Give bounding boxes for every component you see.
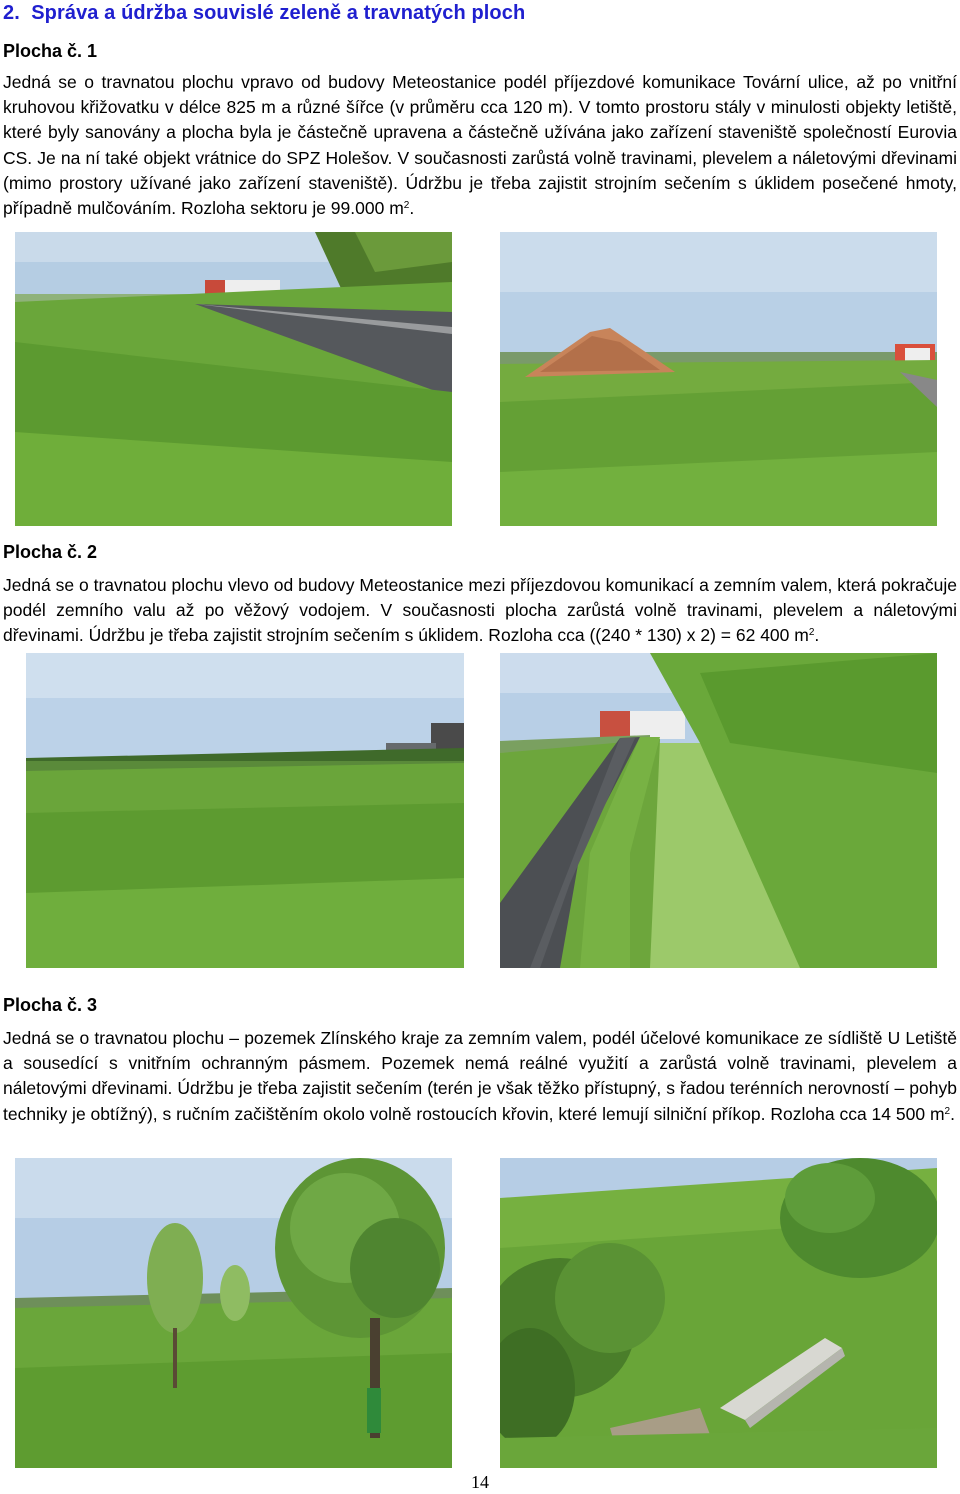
plot-3-photo-shrubs	[500, 1158, 937, 1468]
plot-3-photo-young-tree-image	[15, 1158, 452, 1468]
plot-1-photo-road-left-image	[15, 232, 452, 526]
section-title: Správa a údržba souvislé zeleně a travnatých ploch	[31, 2, 526, 24]
plot-1-description	[3, 70, 957, 221]
plot-1-text-end: .	[409, 198, 415, 219]
plot-2-unit-superscript: 2	[808, 627, 815, 639]
plot-2-photo-road-embankment-image	[500, 653, 937, 968]
plot-3-photo-young-tree	[15, 1158, 452, 1468]
plot-2-text-end: .	[814, 625, 820, 646]
plot-1-text: Jedná se o travnatou plochu vpravo od budovy Meteostanice podél příjezdové komunikace Tovární ulice, až po vnitřní kruhovou křižovatku v délce 825 m a různé šířce (v průměru cca 120 m). V tomto prostoru stály v minulosti objekty letiště, které byly sanovány a plocha byla je částečně upravena a částečně užívána jako zařízení staveniště společností Eurovia CS. Je na ní také objekt vrátnice do SPZ Holešov. V současnosti zarůstá volně travinami, plevelem a náletovými dřevinami (mimo prostory užívané jako zařízení staveniště). Údržbu je třeba zajistit strojním sečením s úklidem posečené hmoty, případně mulčováním. Rozloha sektoru je 99.000 m	[3, 72, 957, 219]
plot-3-photo-shrubs-image	[500, 1158, 937, 1468]
plot-3-text: Jedná se o travnatou plochu – pozemek Zlínského kraje za zemním valem, podél účelové komunikace ze sídliště U Letiště a sousedící s vnitřním ochranným pásmem. Pozemek nemá reálné využití a zarůstá volně travinami, plevelem a náletovými dřevinami. Údržbu je třeba zajistit sečením (terén je však těžko přístupný, s řadou terénních nerovností – pohyb techniky je obtížný), s ručním začištěním okolo volně rostoucích křovin, které lemují silniční příkop. Rozloha cca 14 500 m	[3, 1028, 957, 1124]
section-number: 2.	[3, 2, 20, 24]
plot-3-text-end: .	[950, 1103, 955, 1124]
page-number: 14	[471, 1472, 489, 1492]
plot-2-text: Jedná se o travnatou plochu vlevo od budovy Meteostanice mezi příjezdovou komunikací a zemním valem, která pokračuje podél zemního valu až po věžový vodojem. V současnosti plocha zarůstá volně travinami, plevelem a náletovými dřevinami. Údržbu je třeba zajistit strojním sečením s úklidem. Rozloha cca ((240 * 130) x 2) = 62 400 m	[3, 575, 957, 646]
plot-2-description	[3, 573, 957, 649]
plot-1-photo-road-left	[15, 232, 452, 526]
plot-1-photo-sand-mound	[500, 232, 937, 526]
plot-2-photo-road-embankment	[500, 653, 937, 968]
plot-3-unit-superscript: 2	[944, 1105, 951, 1117]
section-heading	[3, 2, 525, 25]
plot-1-unit-superscript: 2	[403, 200, 410, 212]
plot-1-photo-sand-mound-image	[500, 232, 937, 526]
plot-3-heading: Plocha č. 3	[3, 995, 98, 1015]
plot-2-heading: Plocha č. 2	[3, 542, 98, 562]
plot-3-description	[3, 1026, 957, 1127]
plot-2-photo-field-image	[26, 653, 464, 968]
plot-2-photo-field	[26, 653, 464, 968]
plot-1-heading: Plocha č. 1	[3, 41, 98, 61]
